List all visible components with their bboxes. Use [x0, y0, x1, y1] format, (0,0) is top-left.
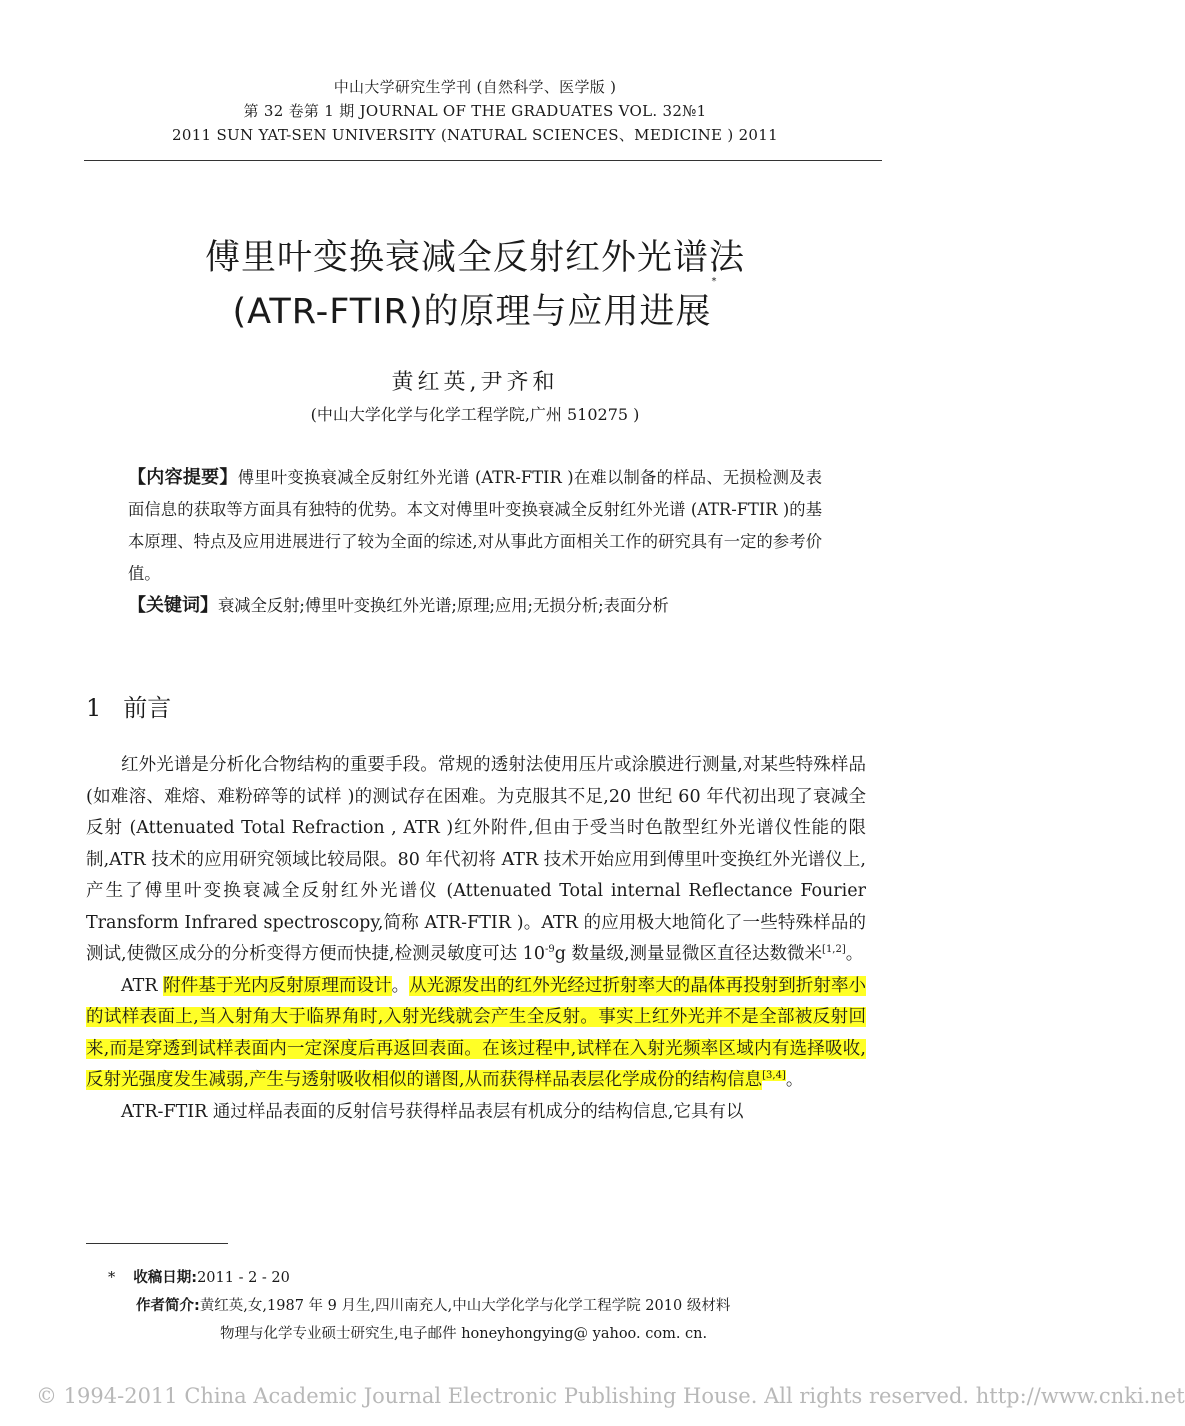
highlight: 从光源发出的红外光经过折射率大的晶体再投射到折射率小的试样表面上,当入射角大于临界角时,入射光线就会产生全反射。事实上红外光并不是全部被反射回来,而是穿透到试样表面内一定深度后再返回表面。在该过程中,试样在入射光频率区域内有选择吸收,反射光强度发生减弱,产生与透射吸收相似的谱图,从而获得样品表层化学成份的结构信息 [86, 975, 867, 1090]
abstract-block [128, 462, 822, 622]
journal-english-name: 2011 SUN YAT-SEN UNIVERSITY (NATURAL SCIENCES、MEDICINE ) 2011 [172, 126, 778, 144]
abstract-text: 傅里叶变换衰减全反射红外光谱 (ATR-FTIR )在难以制备的样品、无损检测及表面信息的获取等方面具有独特的优势。本文对傅里叶变换衰减全反射红外光谱 (ATR-FTIR )的基本原理、特点及应用进展进行了较为全面的综述,对从事此方面相关工作的研究具有一定的参考价值。 [128, 468, 823, 583]
paragraph-atr-principle: ATR 附件基于光内反射原理而设计。从光源发出的红外光经过折射率大的晶体再投射到折射率小的试样表面上,当入射角大于临界角时,入射光线就会产生全反射。事实上红外光并不是全部被反射回来,而是穿透到试样表面内一定深度后再返回表面。在该过程中,试样在入射光频率区域内有选择吸收,反射光强度发生减弱,产生与透射吸收相似的谱图,从而获得样品表层化学成份的结构信息[3,4]。 [86, 975, 867, 1090]
keywords-label: 【关键词】 [128, 595, 218, 616]
paper-title-line2: (ATR-FTIR)的原理与应用进展* [232, 276, 718, 332]
paragraph-continued: ATR-FTIR 通过样品表面的反射信号获得样品表层有机成分的结构信息,它具有以 [121, 1101, 744, 1122]
header-rule [84, 160, 882, 161]
copyright-notice: © 1994-2011 China Academic Journal Electronic Publishing House. All rights reserved. http://www.cnki.net [36, 1384, 1185, 1408]
citation: [3,4] [762, 1070, 786, 1082]
journal-volume: 第 32 卷第 1 期 JOURNAL OF THE GRADUATES VOL. 32№1 [243, 102, 707, 120]
keywords-text: 衰减全反射;傅里叶变换红外光谱;原理;应用;无损分析;表面分析 [218, 596, 669, 615]
paragraph-intro: 红外光谱是分析化合物结构的重要手段。常规的透射法使用压片或涂膜进行测量,对某些特殊样品 (如难溶、难熔、难粉碎等的试样 )的测试存在困难。为克服其不足,20 世纪 60 年代初出现了衰减全反射 (Attenuated Total Refraction , ATR )红外附件,但由于受当时色散型红外光谱仪性能的限制,ATR 技术的应用研究领域比较局限。80 年代初将 ATR 技术开始应用到傅里叶变换红外光谱仪上,产生了傅里叶变换衰减全反射红外光谱仪 (Attenuated Total internal Reflectance Fourier Transform Infrared spectroscopy,简称 ATR-FTIR )。ATR 的应用极大地简化了一些特殊样品的测试,使微区成分的分析变得方便而快捷,检测灵敏度可达 $10^{-9}g$ 数量级,测量显微区直径达数微米[1,2]。 [86, 755, 866, 964]
highlight: 附件基于光内反射原理而设计 [163, 975, 392, 996]
paper-title-line1: 傅里叶变换衰减全反射红外光谱法 [204, 238, 745, 278]
section-heading: 1 前言 [86, 694, 172, 722]
citation: [1,2] [822, 944, 846, 956]
affiliation: (中山大学化学与化学工程学院,广州 510275 ) [310, 405, 640, 424]
footnote: * 收稿日期:2011 - 2 - 20 作者简介:黄红英,女,1987 年 9 月生,四川南充人,中山大学化学与化学工程学院 2010 级材料 物理与化学专业硕士研究生,电子邮件 honeyhongying@ yahoo. com. cn. [108, 1270, 731, 1342]
body-text [86, 750, 866, 1128]
footnote-rule [86, 1243, 228, 1244]
title-footnote-mark: * [711, 276, 718, 287]
author-list: 黄红英,尹齐和 [391, 370, 559, 395]
journal-name: 中山大学研究生学刊 (自然科学、医学版 ) [333, 78, 617, 96]
abstract-label: 【内容提要】 [128, 467, 238, 488]
